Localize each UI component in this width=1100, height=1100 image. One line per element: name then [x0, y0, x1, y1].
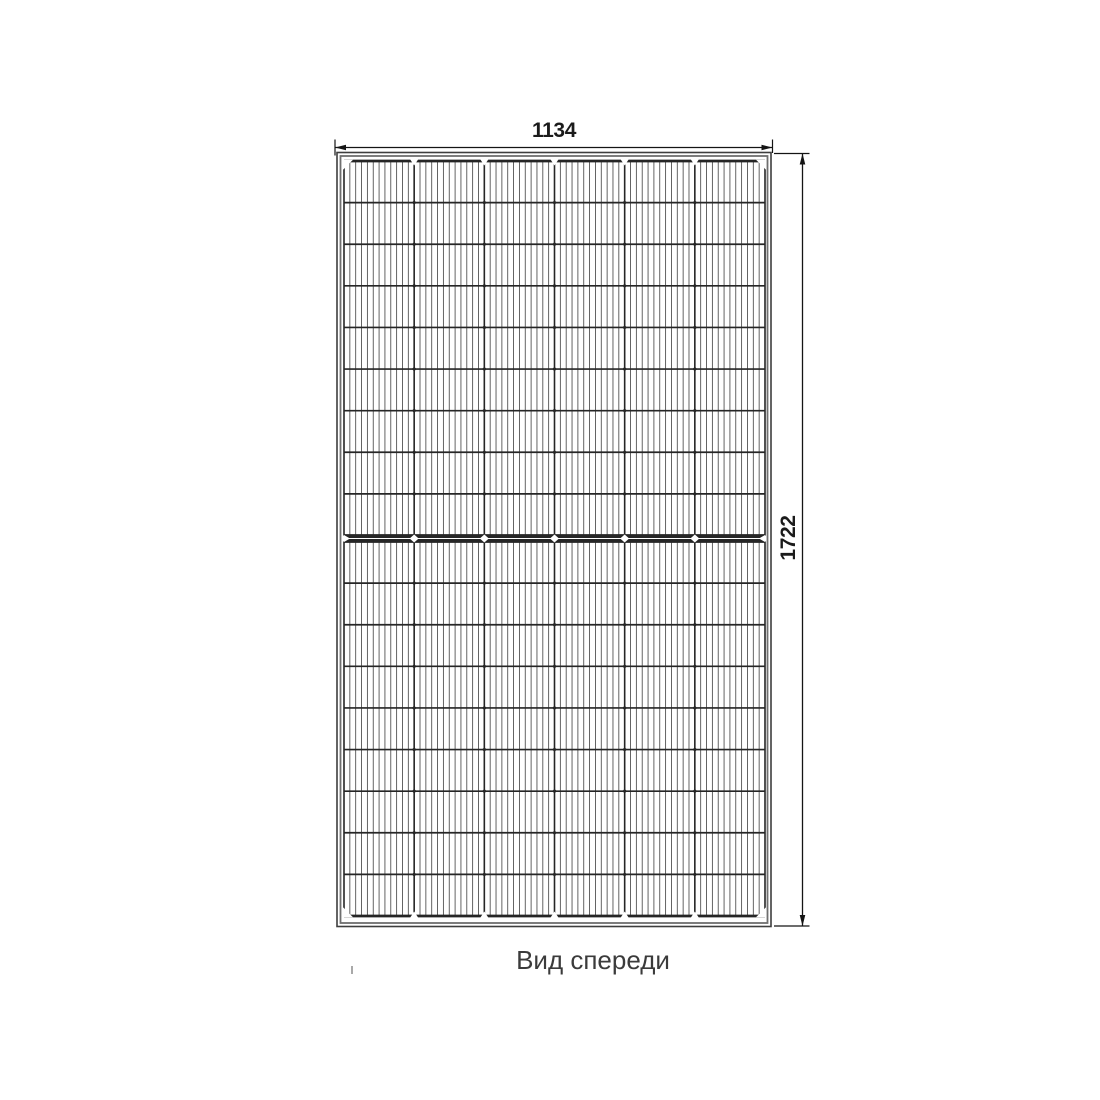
dimension-width-label: 1134 [532, 119, 576, 142]
artifact-mark [351, 966, 353, 974]
caption-front-view: Вид спереди [516, 945, 670, 975]
dimension-height-label: 1722 [777, 515, 800, 561]
